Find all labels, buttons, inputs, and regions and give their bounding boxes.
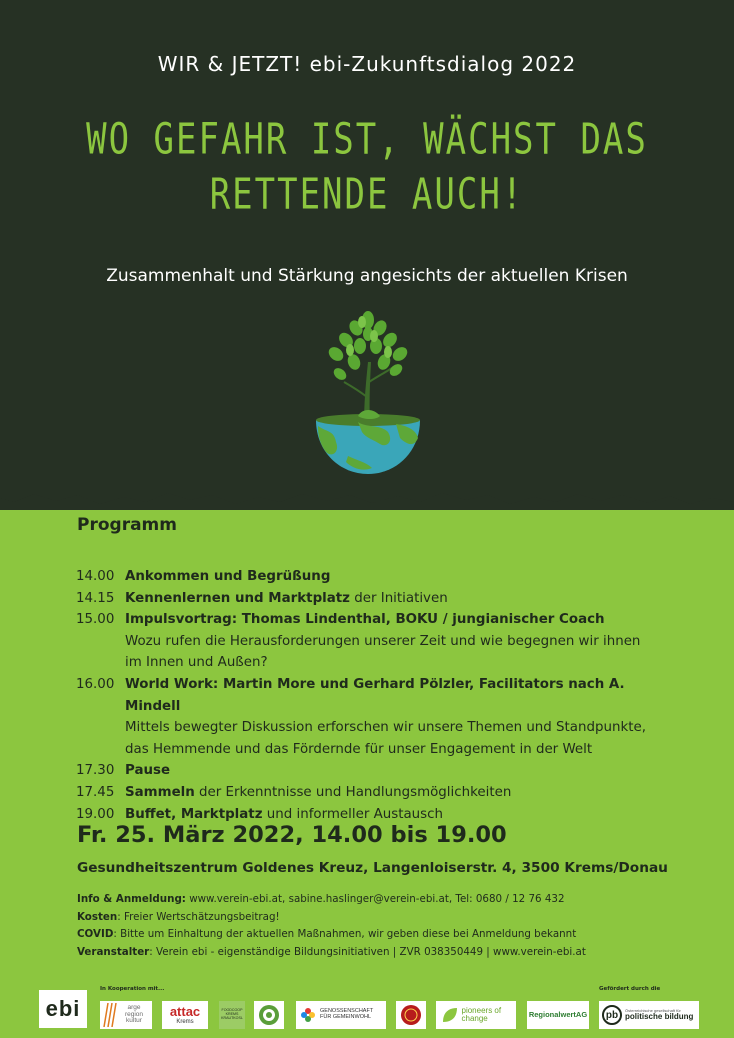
info-block xyxy=(77,891,717,961)
program-list xyxy=(76,566,676,825)
wreath-icon xyxy=(257,1003,281,1027)
red-seal-logo xyxy=(396,1001,426,1029)
program-detail: Wozu rufen die Herausforderungen unserer Zeit und wie begegnen wir ihnen xyxy=(125,633,641,649)
program-heading: Programm xyxy=(77,515,177,535)
torn-paper-edge xyxy=(0,480,734,520)
cooperation-label: In Kooperation mit... xyxy=(100,986,165,992)
subtitle: Zusammenhalt und Stärkung angesichts der aktuellen Krisen xyxy=(106,266,628,286)
program-item xyxy=(76,588,676,610)
program-description: Pause xyxy=(125,763,171,779)
pb-badge: pb xyxy=(602,1005,622,1025)
covid-value: : Bitte um Einhaltung der aktuellen Maßnahmen, wir geben diese bei Anmeldung bekannt xyxy=(113,928,577,941)
program-description: Buffet, Marktplatz und informeller Austausch xyxy=(125,806,443,822)
program-description: World Work: Martin More und Gerhard Pölzler, Facilitators nach A. Mindell Mittels bewegter Diskussion erforschen wir unsere Themen und Standpunkte, das Hemmende und das Fördernde für unser Engagement in der Welt xyxy=(125,674,676,760)
headline-line-2: RETTENDE AUCH! xyxy=(209,169,525,220)
stripes-icon xyxy=(102,1003,118,1027)
leaf-icon xyxy=(441,1006,459,1024)
program-time: 15.00 xyxy=(76,612,115,628)
pb-text: Österreichische gesellschaft für politische bildung xyxy=(625,1007,694,1021)
program-time: 17.30 xyxy=(76,763,115,779)
organizer-label: Veranstalter xyxy=(77,945,150,958)
program-item xyxy=(76,782,676,804)
arge-region-kultur-logo: arge region kultur xyxy=(100,1001,152,1029)
program-item xyxy=(76,609,676,674)
regionalwert-ag-logo: RegionalwertAG xyxy=(527,1001,589,1029)
event-location: Gesundheitszentrum Goldenes Kreuz, Langenloiserstr. 4, 3500 Krems/Donau xyxy=(77,860,668,876)
cost-line xyxy=(77,909,717,927)
tree-on-globe-illustration xyxy=(296,302,436,482)
registration-value[interactable]: www.verein-ebi.at, sabine.haslinger@verein-ebi.at, Tel: 0680 / 12 76 432 xyxy=(185,893,565,905)
program-detail: das Hemmende und das Fördernde für unser Engagement in der Welt xyxy=(125,741,593,757)
cost-value: : Freier Wertschätzungsbeitrag! xyxy=(117,910,280,923)
flower-icon xyxy=(300,1007,316,1023)
foodcoop-logo: FOODCOOP KREMS KRAUTKOSL xyxy=(219,1001,245,1029)
organizer-line xyxy=(77,944,717,962)
cost-label: Kosten xyxy=(77,910,118,923)
program-item xyxy=(76,760,676,782)
politische-bildung-logo xyxy=(599,1001,699,1029)
genossenschaft-gemeinwohl-logo: GENOSSENSCHAFT FÜR GEMEINWOHL xyxy=(296,1001,386,1029)
ebi-logo: ebi xyxy=(39,990,87,1028)
program-description: Ankommen und Begrüßung xyxy=(125,569,331,584)
program-description: Impulsvortrag: Thomas Lindenthal, BOKU / jungianischer Coach Wozu rufen die Herausforderungen unserer Zeit und wie begegnen wir ihnen im Innen und Außen? xyxy=(125,609,676,674)
program-time: 17.45 xyxy=(76,784,115,800)
program-detail: Mittels bewegter Diskussion erforschen wir unsere Themen und Standpunkte, xyxy=(125,720,646,736)
program-time: 16.00 xyxy=(76,676,115,692)
headline-line-1: WO GEFAHR IST, WÄCHST DAS xyxy=(86,114,648,165)
program-time: 19.00 xyxy=(76,806,115,822)
registration-label: Info & Anmeldung: xyxy=(77,893,186,905)
registration-line xyxy=(77,891,717,909)
attac-krems-logo: attac Krems xyxy=(162,1001,208,1029)
headline xyxy=(40,112,694,222)
event-date: Fr. 25. März 2022, 14.00 bis 19.00 xyxy=(77,822,507,848)
program-item xyxy=(76,674,676,760)
program-time: 14.00 xyxy=(76,569,115,584)
program-item xyxy=(76,566,676,588)
covid-line xyxy=(77,926,717,944)
program-description: Sammeln der Erkenntnisse und Handlungsmöglichkeiten xyxy=(125,784,512,800)
covid-label: COVID xyxy=(77,928,114,941)
event-series-title: WIR & JETZT! ebi-Zukunftsdialog 2022 xyxy=(157,52,577,76)
circle-emblem-logo xyxy=(254,1001,284,1029)
program-description: Kennenlernen und Marktplatz der Initiativen xyxy=(125,590,448,606)
program-time: 14.15 xyxy=(76,590,115,606)
seal-icon xyxy=(400,1004,422,1026)
organizer-value[interactable]: : Verein ebi - eigenständige Bildungsinitiativen | ZVR 038350449 | www.verein-ebi.at xyxy=(149,945,586,958)
funded-label: Gefördert durch die xyxy=(599,986,661,992)
program-detail: im Innen und Außen? xyxy=(125,655,268,671)
pioneers-of-change-logo: pioneers of change xyxy=(436,1001,516,1029)
